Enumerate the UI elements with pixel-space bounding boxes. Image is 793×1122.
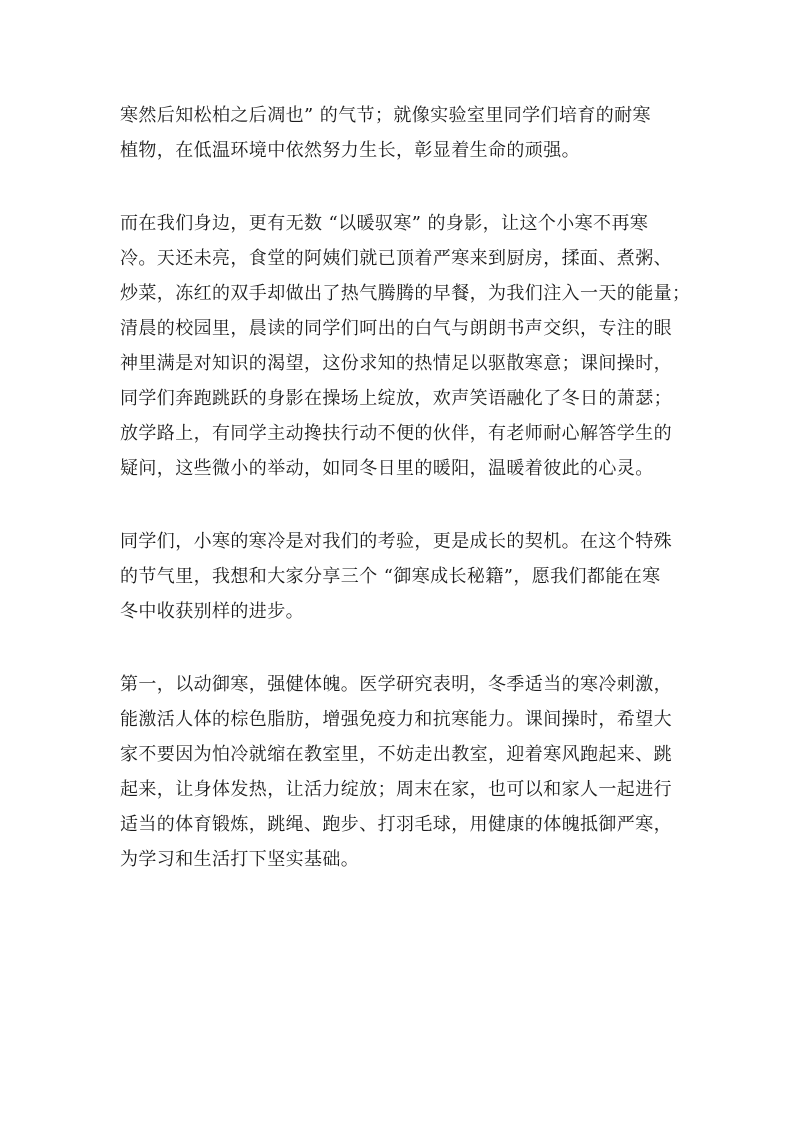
text-line: 同学们奔跑跳跃的身影在操场上绽放，欢声笑语融化了冬日的萧瑟；	[120, 388, 672, 409]
text-line: 能激活人体的棕色脂肪，增强免疫力和抗寒能力。课间操时，希望大	[120, 709, 672, 730]
text-line: 寒然后知松柏之后凋也” 的气节；就像实验室里同学们培育的耐寒	[120, 105, 651, 126]
text-line: 清晨的校园里，晨读的同学们呵出的白气与朗朗书声交织，专注的眼	[120, 318, 672, 339]
document-body	[120, 98, 691, 915]
text-line: 适当的体育锻炼，跳绳、跑步、打羽毛球，用健康的体魄抵御严寒，	[120, 814, 672, 835]
text-line: 起来，让身体发热，让活力绽放；周末在家，也可以和家人一起进行	[120, 779, 672, 800]
text-line: 的节气里，我想和大家分享三个 “御寒成长秘籍”，愿我们都能在寒	[120, 566, 661, 587]
paragraph-1	[120, 98, 676, 168]
text-line: 家不要因为怕冷就缩在教室里，不妨走出教室，迎着寒风跑起来、跳	[120, 744, 672, 765]
text-line: 同学们，小寒的寒冷是对我们的考验，更是成长的契机。在这个特殊	[120, 531, 672, 552]
text-line: 而在我们身边，更有无数 “以暖驭寒” 的身影，让这个小寒不再寒	[120, 213, 649, 234]
paragraph-2	[120, 206, 691, 486]
text-line: 冷。天还未亮，食堂的阿姨们就已顶着严寒来到厨房，揉面、煮粥、	[120, 248, 672, 269]
text-line: 疑问，这些微小的举动，如同冬日里的暖阳，温暖着彼此的心灵。	[120, 458, 654, 479]
text-line: 冬中收获别样的进步。	[120, 601, 304, 622]
text-line: 神里满是对知识的渴望，这份求知的热情足以驱散寒意；课间操时，	[120, 353, 672, 374]
paragraph-3	[120, 524, 676, 629]
text-line: 放学路上，有同学主动搀扶行动不便的伙伴，有老师耐心解答学生的	[120, 423, 672, 444]
paragraph-4	[120, 667, 676, 877]
text-line: 炒菜，冻红的双手却做出了热气腾腾的早餐，为我们注入一天的能量；	[120, 283, 691, 304]
text-line: 为学习和生活打下坚实基础。	[120, 849, 360, 870]
text-line: 植物，在低温环境中依然努力生长，彰显着生命的顽强。	[120, 140, 580, 161]
text-line: 第一，以动御寒，强健体魄。医学研究表明，冬季适当的寒冷刺激，	[120, 674, 672, 695]
